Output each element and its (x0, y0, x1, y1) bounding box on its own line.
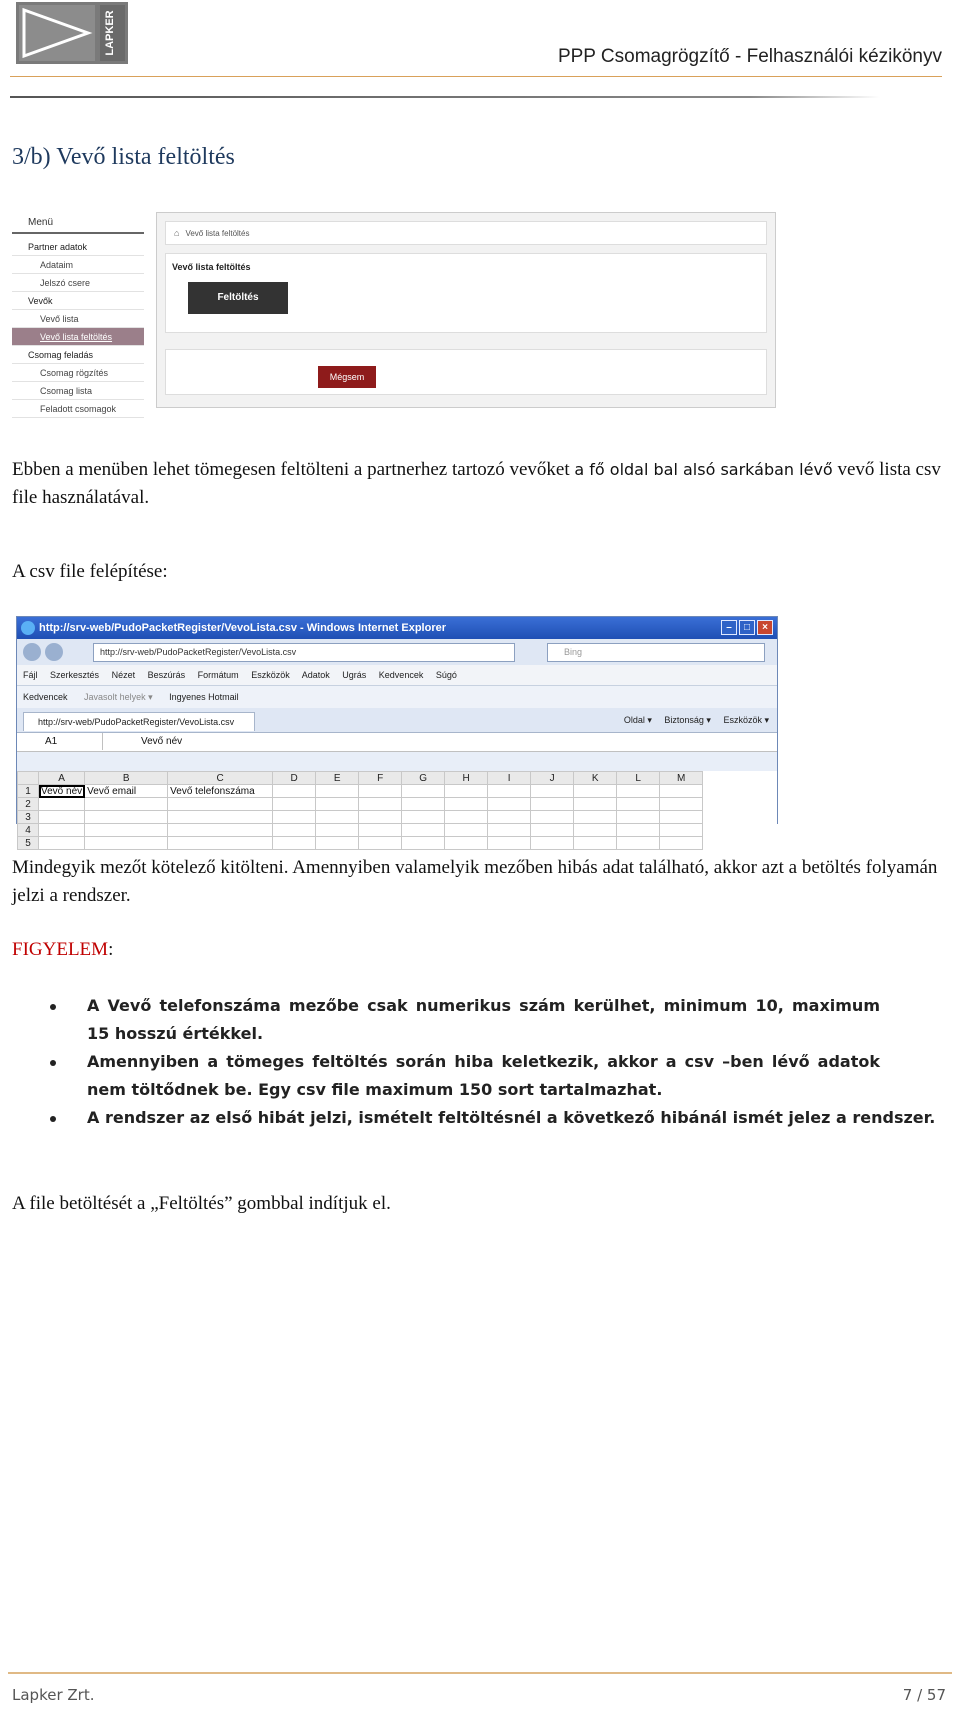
lapker-logo (16, 2, 128, 64)
favorites-button[interactable]: Kedvencek (23, 692, 68, 702)
row-header[interactable]: 1 (18, 785, 39, 798)
cell[interactable] (488, 785, 531, 798)
command-bar (614, 708, 769, 732)
cell[interactable] (574, 811, 617, 824)
menu-item-vevok[interactable]: Vevők (12, 292, 144, 310)
cell[interactable] (359, 798, 402, 811)
bullet-text: Amennyiben a tömeges feltöltés során hiba keletkezik, akkor a csv –ben lévő adatok nem töltődnek be. Egy csv file maximum 150 sort tartalmazhat. (87, 1052, 880, 1099)
close-icon[interactable]: × (757, 620, 773, 635)
back-icon[interactable] (23, 643, 41, 661)
section-title: 3/b) Vevő lista feltöltés (12, 144, 235, 170)
cell[interactable] (359, 785, 402, 798)
list-item (0, 1104, 960, 1132)
cell[interactable] (316, 824, 359, 837)
spreadsheet-table (17, 771, 703, 850)
cell[interactable] (359, 824, 402, 837)
table-row (18, 798, 703, 811)
cell[interactable] (85, 811, 168, 824)
cell[interactable] (402, 798, 445, 811)
cell[interactable] (359, 837, 402, 850)
row-header[interactable]: 5 (18, 837, 39, 850)
home-icon[interactable]: ⌂ (174, 228, 180, 238)
table-row (18, 824, 703, 837)
cell[interactable] (359, 811, 402, 824)
list-item (0, 992, 960, 1048)
menu-nezet[interactable]: Nézet (111, 670, 136, 680)
cell[interactable] (168, 837, 273, 850)
cell-a1[interactable]: Vevő név (39, 785, 85, 798)
tools-menu[interactable]: Eszközök ▾ (723, 715, 769, 725)
cell[interactable] (273, 837, 316, 850)
warning-label: FIGYELEM (12, 939, 109, 960)
warning-list (0, 992, 960, 1132)
menu-ugras[interactable]: Ugrás (342, 670, 367, 680)
cell[interactable] (488, 824, 531, 837)
warning-colon: : (108, 939, 114, 960)
page-menu[interactable]: Oldal ▾ (623, 715, 652, 725)
cell[interactable] (316, 811, 359, 824)
cell[interactable] (531, 824, 574, 837)
menu-eszkozok[interactable]: Eszközök (251, 670, 290, 680)
cell[interactable] (316, 837, 359, 850)
mandatory-paragraph: Mindegyik mezőt kötelező kitölteni. Amennyiben valamelyik mezőben hibás adat található, akkor azt a betöltés folyamán jelzi a rendszer. (12, 857, 938, 906)
col-header[interactable]: L (617, 772, 660, 785)
cell[interactable] (660, 798, 703, 811)
spreadsheet-grid (17, 771, 777, 850)
document-title: PPP Csomagrögzítő - Felhasználói kézikönyv (557, 46, 942, 67)
cell[interactable] (660, 837, 703, 850)
cell[interactable] (617, 785, 660, 798)
cell[interactable] (488, 798, 531, 811)
address-bar[interactable]: http://srv-web/PudoPacketRegister/VevoLista.csv (93, 643, 515, 662)
cell[interactable] (531, 798, 574, 811)
cell[interactable] (617, 824, 660, 837)
menu-szerkesztes[interactable]: Szerkesztés (50, 670, 100, 680)
cell[interactable] (617, 798, 660, 811)
cell-reference[interactable]: A1 (17, 733, 103, 750)
table-row (18, 811, 703, 824)
footer-rule (8, 1672, 952, 1674)
intro-text-b: a fő oldal bal alsó sarkában lévő (574, 460, 833, 479)
cell[interactable] (531, 785, 574, 798)
browser-window-title: http://srv-web/PudoPacketRegister/VevoLista.csv - Windows Internet Explorer (39, 622, 446, 634)
cell[interactable] (445, 811, 488, 824)
upload-box (165, 253, 767, 333)
cell[interactable] (39, 811, 85, 824)
cell[interactable] (402, 837, 445, 850)
cell[interactable] (617, 837, 660, 850)
cell[interactable] (660, 785, 703, 798)
col-header[interactable]: E (316, 772, 359, 785)
row-header[interactable]: 2 (18, 798, 39, 811)
upload-button[interactable]: Feltöltés (188, 282, 288, 314)
col-header[interactable]: K (574, 772, 617, 785)
menu-kedvencek[interactable]: Kedvencek (378, 670, 424, 680)
menu-item-partner-adatok[interactable]: Partner adatok (12, 238, 144, 256)
cell[interactable] (660, 811, 703, 824)
closing-paragraph: A file betöltését a „Feltöltés” gombbal indítjuk el. (12, 1193, 391, 1214)
page-number: 7 / 57 (902, 1686, 946, 1704)
cell[interactable] (316, 785, 359, 798)
search-input[interactable]: Bing (547, 643, 765, 662)
browser-tab[interactable]: http://srv-web/PudoPacketRegister/VevoLista.csv (23, 712, 255, 731)
header-rule (10, 76, 942, 77)
menu-title: Menü (12, 212, 144, 234)
ie-logo-icon (21, 621, 35, 635)
list-item (0, 1048, 960, 1104)
hotmail-link[interactable]: Ingyenes Hotmail (169, 692, 239, 702)
browser-title-bar (17, 617, 777, 639)
col-header[interactable]: G (402, 772, 445, 785)
cell[interactable] (85, 824, 168, 837)
intro-text-c: vevő lista csv file használatával. (12, 459, 941, 508)
bullet-icon (50, 1116, 56, 1122)
formula-value[interactable]: Vevő név (141, 736, 183, 747)
safety-menu[interactable]: Biztonság ▾ (664, 715, 711, 725)
cell[interactable] (488, 811, 531, 824)
menu-item-feladott-csomagok[interactable]: Feladott csomagok (12, 400, 144, 418)
menu-adatok[interactable]: Adatok (301, 670, 330, 680)
intro-text-a: Ebben a menüben lehet tömegesen feltölteni a partnerhez tartozó vevőket (12, 459, 575, 480)
col-header[interactable]: B (85, 772, 168, 785)
tab-row (17, 708, 777, 733)
row-header[interactable]: 3 (18, 811, 39, 824)
menu-item-vevo-lista-feltoltes[interactable]: Vevő lista feltöltés (12, 328, 144, 346)
panel-title: Vevő lista feltöltés (172, 262, 251, 272)
cell[interactable] (488, 837, 531, 850)
cell[interactable] (531, 837, 574, 850)
cancel-button[interactable]: Mégsem (318, 366, 376, 388)
svg-text:LAPKER: LAPKER (104, 10, 116, 56)
menu-item-csomag-lista[interactable]: Csomag lista (12, 382, 144, 400)
address-row (17, 639, 777, 665)
cell[interactable] (531, 811, 574, 824)
cell[interactable] (168, 811, 273, 824)
cell[interactable] (168, 798, 273, 811)
col-header[interactable]: D (273, 772, 316, 785)
cell[interactable] (85, 798, 168, 811)
upload-panel (156, 212, 776, 408)
menu-sugo[interactable]: Súgó (435, 670, 457, 680)
cell[interactable] (402, 785, 445, 798)
cell[interactable] (617, 811, 660, 824)
cell[interactable] (445, 798, 488, 811)
col-header[interactable]: J (531, 772, 574, 785)
cell[interactable] (168, 824, 273, 837)
column-header-row (18, 772, 703, 785)
breadcrumb-label: Vevő lista feltöltés (185, 229, 250, 238)
forward-icon[interactable] (45, 643, 63, 661)
suggested-sites-link[interactable]: Javasolt helyek ▾ (84, 692, 153, 702)
cell-c1[interactable]: Vevő telefonszáma (168, 785, 273, 798)
browser-menu-bar (17, 665, 777, 686)
bullet-text: A rendszer az első hibát jelzi, ismételt feltöltésnél a következő hibánál ismét jelez a rendszer. (87, 1108, 936, 1127)
table-row (18, 785, 703, 798)
maximize-icon[interactable]: □ (739, 620, 755, 635)
col-header[interactable]: I (488, 772, 531, 785)
bullet-icon (50, 1060, 56, 1066)
warning-heading (12, 936, 952, 964)
menu-formatum[interactable]: Formátum (197, 670, 239, 680)
app-screenshot (12, 210, 776, 426)
cell[interactable] (402, 824, 445, 837)
action-box (165, 349, 767, 395)
header-divider (10, 96, 880, 98)
footer-company: Lapker Zrt. (12, 1686, 95, 1704)
menu-item-jelszo-csere[interactable]: Jelszó csere (12, 274, 144, 292)
row-header[interactable]: 4 (18, 824, 39, 837)
cell[interactable] (574, 785, 617, 798)
csv-structure-label: A csv file felépítése: (12, 561, 168, 582)
col-header[interactable]: F (359, 772, 402, 785)
cell[interactable] (39, 824, 85, 837)
menu-item-csomag-rogzites[interactable]: Csomag rögzítés (12, 364, 144, 382)
cell[interactable] (574, 837, 617, 850)
intro-paragraph (12, 456, 952, 512)
col-header[interactable]: A (39, 772, 85, 785)
breadcrumb (165, 221, 767, 245)
cell[interactable] (574, 798, 617, 811)
cell[interactable] (273, 785, 316, 798)
bullet-icon (50, 1004, 56, 1010)
menu-item-csomag-feladas[interactable]: Csomag feladás (12, 346, 144, 364)
cell[interactable] (660, 824, 703, 837)
cell[interactable] (402, 811, 445, 824)
cell[interactable] (273, 798, 316, 811)
cell[interactable] (85, 837, 168, 850)
cell[interactable] (445, 837, 488, 850)
cell[interactable] (316, 798, 359, 811)
menu-fajl[interactable]: Fájl (23, 670, 38, 680)
favorites-bar (17, 686, 777, 708)
table-row (18, 837, 703, 850)
minimize-icon[interactable]: – (721, 620, 737, 635)
col-header[interactable]: C (168, 772, 273, 785)
cell[interactable] (574, 824, 617, 837)
cell[interactable] (39, 837, 85, 850)
col-header[interactable]: M (660, 772, 703, 785)
cell[interactable] (39, 798, 85, 811)
menu-item-adataim[interactable]: Adataim (12, 256, 144, 274)
browser-screenshot (16, 616, 778, 849)
cell[interactable] (445, 824, 488, 837)
col-header[interactable]: H (445, 772, 488, 785)
menu-beszuras[interactable]: Beszúrás (147, 670, 186, 680)
side-menu (12, 212, 144, 424)
cell[interactable] (445, 785, 488, 798)
formula-bar (17, 733, 777, 752)
cell[interactable] (273, 824, 316, 837)
corner-cell (18, 772, 39, 785)
menu-item-vevo-lista[interactable]: Vevő lista (12, 310, 144, 328)
window-controls (721, 620, 773, 635)
cell[interactable] (273, 811, 316, 824)
bullet-text: A Vevő telefonszáma mezőbe csak numerikus szám kerülhet, minimum 10, maximum 15 hosszú értékkel. (87, 996, 880, 1043)
cell-b1[interactable]: Vevő email (85, 785, 168, 798)
